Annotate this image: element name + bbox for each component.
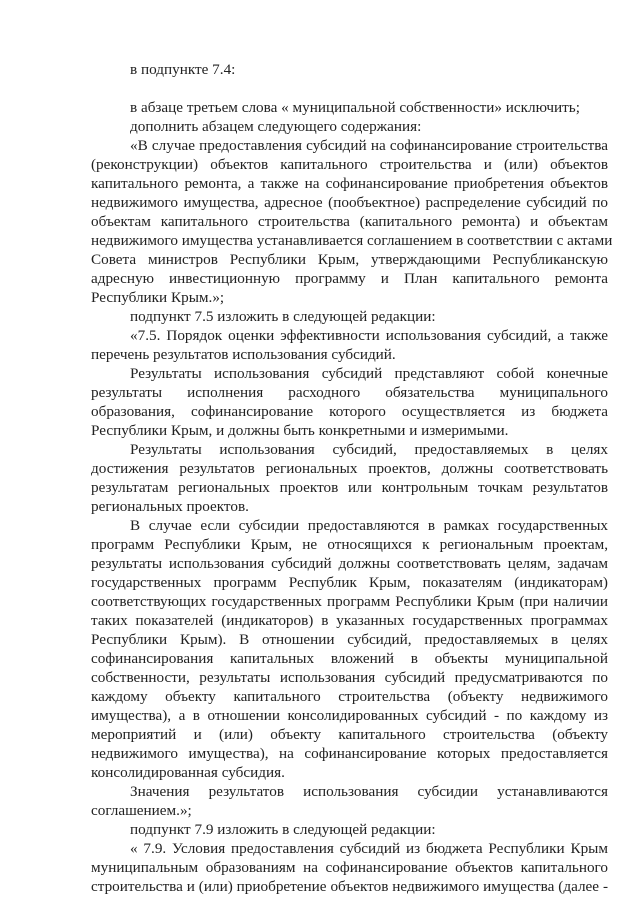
text-line: «В случае предоставления субсидий на софинансирование строительства [130, 137, 608, 154]
text-line: Результаты использования субсидий представляют собой конечные [130, 365, 608, 382]
text-line: консолидированная субсидия. [91, 764, 285, 781]
text-line: В случае если субсидии предоставляются в рамках государственных [130, 517, 608, 534]
text-line: каждому объекту капитального строительства (объекту недвижимого [91, 688, 608, 705]
text-line: мероприятий и (или) объекту капитального строительства (объекту [91, 726, 608, 743]
text-line: образования, софинансирование которого осуществляется из бюджета [91, 403, 608, 420]
text-line: достижения результатов региональных проектов, должны соответствовать [91, 460, 608, 477]
text-line: собственности, результаты использования субсидий предусматриваются по [91, 669, 608, 686]
text-line: Республики Крым, и должны быть конкретными и измеримыми. [91, 422, 509, 439]
text-line: таких показателей (индикаторов) в указанных государственных программах [91, 612, 608, 629]
text-line: региональных проектов. [91, 498, 249, 515]
text-line: соглашением.»; [91, 802, 192, 819]
text-line: Значения результатов использования субсидии устанавливаются [130, 783, 608, 800]
text-line: подпункт 7.9 изложить в следующей редакции: [130, 821, 436, 838]
text-line: строительства и (или) приобретение объектов недвижимого имущества (далее - [91, 878, 608, 895]
text-line: Совета министров Республики Крым, утверждающими Республиканскую [91, 251, 608, 268]
text-line: соответствующих государственных программ Республики Крым (при наличии [91, 593, 608, 610]
text-line: дополнить абзацем следующего содержания: [130, 118, 422, 135]
text-line: результаты использования субсидий должны соответствовать целям, задачам [91, 555, 608, 572]
text-line: имущества), а в отношении консолидированных субсидий - по каждому из [91, 707, 608, 724]
text-line: в подпункте 7.4: [130, 61, 236, 78]
text-line: адресную инвестиционную программу и План капитального ремонта [91, 270, 608, 287]
text-line: Республики Крым). В отношении субсидий, предоставляемых в целях [91, 631, 608, 648]
text-line: в абзаце третьем слова « муниципальной собственности» исключить; [130, 99, 580, 116]
text-line: софинансирования капитальных вложений в объекты муниципальной [91, 650, 608, 667]
text-line: программ Республики Крым, не относящихся к региональным проектам, [91, 536, 608, 553]
text-line: « 7.9. Условия предоставления субсидий из бюджета Республики Крым [130, 840, 608, 857]
text-line: Республики Крым.»; [91, 289, 225, 306]
text-line: государственных программ Республик Крым, показателям (индикаторам) [91, 574, 608, 591]
text-line: недвижимого имущества), на софинансирование которых предоставляется [91, 745, 608, 762]
text-line: результатам региональных проектов или контрольным точкам результатов [91, 479, 608, 496]
text-line: недвижимого имущества, адресное (пообъектное) распределение субсидий по [91, 194, 608, 211]
text-line: подпункт 7.5 изложить в следующей редакции: [130, 308, 436, 325]
text-line: капитального ремонта, а также на софинансирование приобретения объектов [91, 175, 608, 192]
text-line: перечень результатов использования субсидий. [91, 346, 396, 363]
text-line: результаты исполнения расходного обязательства муниципального [91, 384, 608, 401]
text-line: недвижимого имущества устанавливается соглашением в соответствии с актами [91, 232, 613, 249]
text-line: муниципальным образованиям на софинансирование объектов капитального [91, 859, 608, 876]
text-line: (реконструкции) объектов капитального строительства и (или) объектов [91, 156, 608, 173]
text-line: Результаты использования субсидий, предоставляемых в целях [130, 441, 608, 458]
text-line: объектам капитального строительства (капитального ремонта) и объектам [91, 213, 608, 230]
text-line: «7.5. Порядок оценки эффективности использования субсидий, а также [130, 327, 608, 344]
